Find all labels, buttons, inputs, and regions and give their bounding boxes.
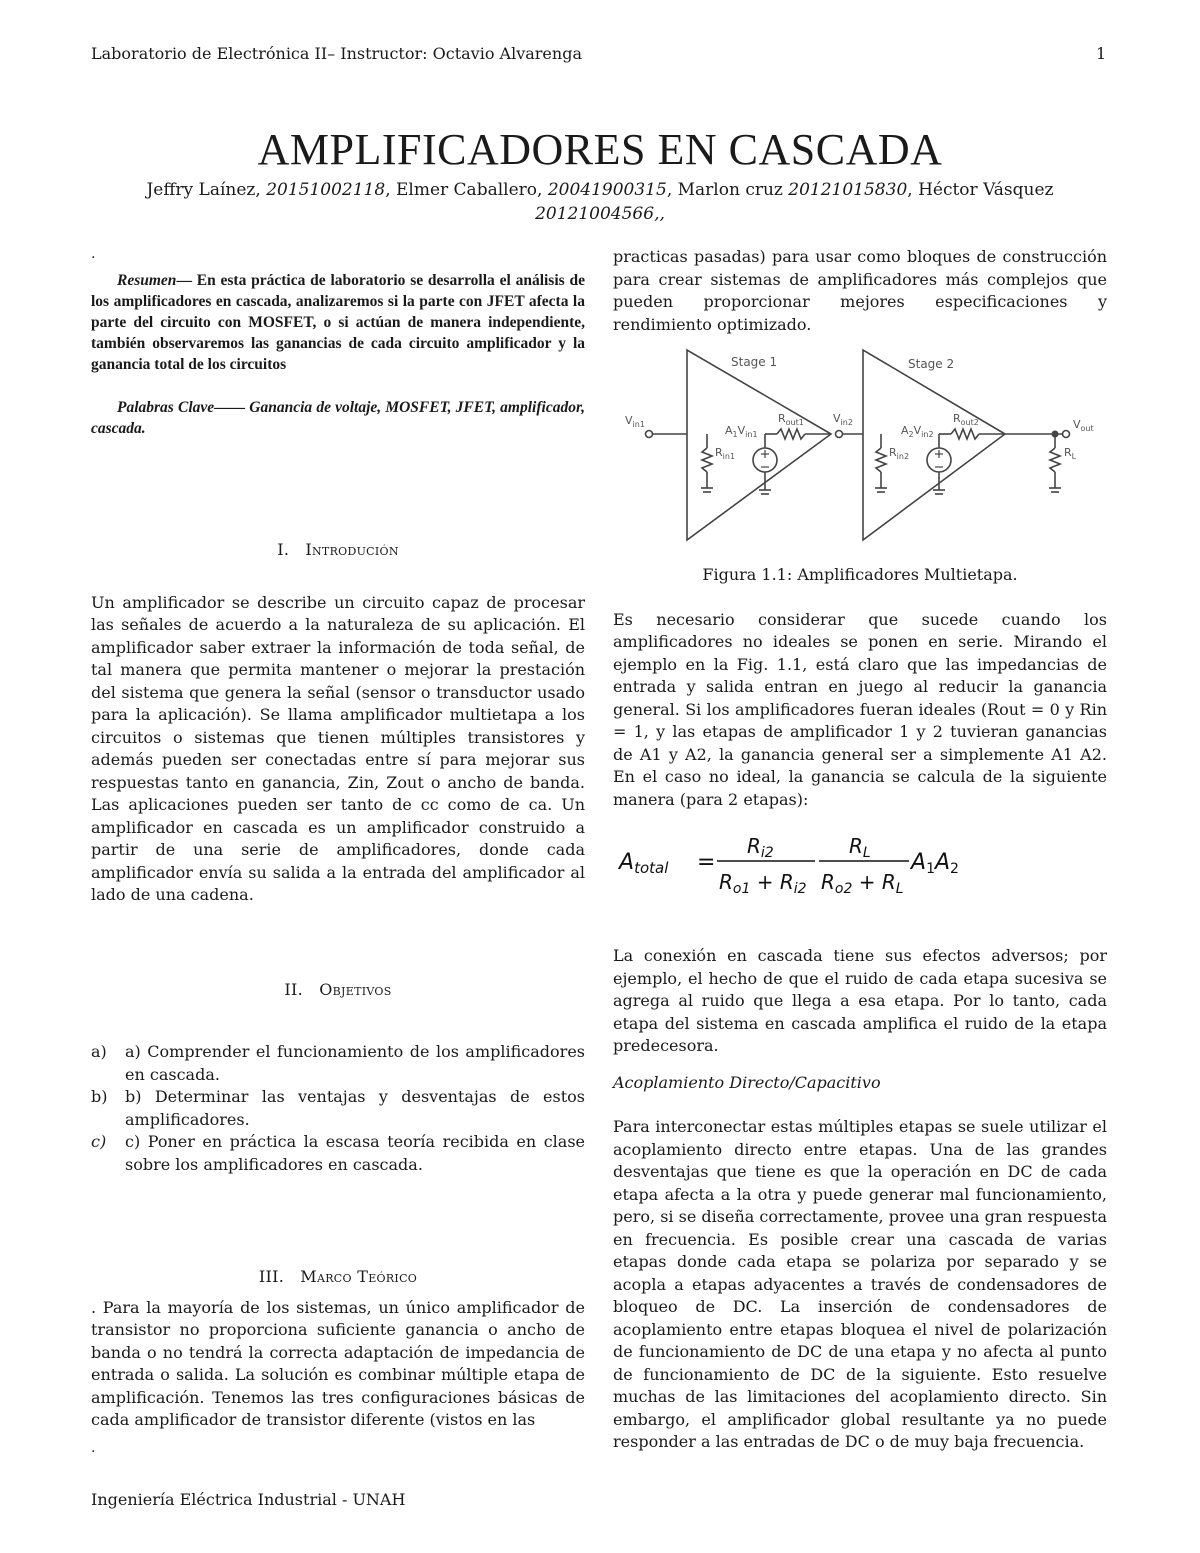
section-number: II. <box>284 979 304 999</box>
figure-caption: Figura 1.1: Amplificadores Multietapa. <box>702 565 1018 584</box>
svg-text:Rout1: $R_{out1}$ <box>778 412 804 427</box>
author-name: , Elmer Caballero, <box>385 180 548 200</box>
section-heading-marco <box>91 1266 585 1289</box>
gain-equation <box>613 817 1107 907</box>
list-item <box>91 1041 585 1086</box>
author-name: Jeffry Laínez, <box>146 180 267 200</box>
keywords: Palabras Clave—— Ganancia de voltaje, MOSFET, JFET, amplificador, cascada. <box>91 399 585 437</box>
svg-text:RL: $R_L$ <box>1064 446 1077 461</box>
svg-text:Ri2: $R_{i2}$ <box>747 834 774 861</box>
svg-text:Rout2: $R_{out2}$ <box>953 412 979 427</box>
svg-text:Vout: $V_{out}$ <box>1073 418 1094 433</box>
list-item-text: c) Poner en práctica la escasa teoría recibida en clase sobre los amplificadores en cascada. <box>125 1132 585 1174</box>
list-marker: a) <box>91 1042 107 1061</box>
list-item-text: b) Determinar las ventajas y desventajas de estos amplificadores. <box>125 1087 585 1129</box>
paper-title: AMPLIFICADORES EN CASCADA <box>257 125 943 174</box>
author-id: 20121004566,, <box>535 204 665 224</box>
list-item-text: a) Comprender el funcionamiento de los amplificadores en cascada. <box>125 1042 585 1084</box>
stage1-label: Stage 1 <box>731 355 778 369</box>
coupling-paragraph: Para interconectar estas múltiples etapas se suele utilizar el acoplamiento directo entre etapas. Una de las grandes desventajas que tiene es que la operación en DC de cada etapa afecta a la otra y puede generar mal funcionamiento, pero, si se diseña correctamente, provee una gran respuesta en frecuencia. Es posible crear una cascada de varias etapas donde cada etapa se polariza por separado y se acopla a etapas adyacentes a través de condensadores de bloqueo de DC. La inserción de condensadores de acoplamiento entre etapas bloquea el nivel de polarización de funcionamiento de DC de una etapa y no afecta al punto de funcionamiento de DC de la siguiente. Esto resuelve muchas de las limitaciones del acoplamiento directo. Sin embargo, el amplificador global resultante ya no puede responder a las entradas de DC o de muy baja frecuencia. <box>613 1117 1107 1451</box>
intro-paragraph: Un amplificador se describe un circuito capaz de procesar las señales de acuerdo a la naturaleza de su aplicación. El amplificador saber extraer la información de toda señal, de tal manera que permita mantener o mejorar la prestación del sistema que genera la señal (sensor o transductor usado para la aplicación). Se llama amplificador multietapa a los circuitos o sistemas que tienen múltiples transistores y además pueden ser conectadas entre sí para mejorar sus respuestas tanto en ganancia, Zin, Zout o ancho de banda. Las aplicaciones pueden ser tanto de cc como de ca. Un amplificador en cascada es un amplificador construido a partir de una serie de amplificadores, donde cada amplificador envía su salida a la entrada del amplificador al lado de una cadena. <box>91 592 585 904</box>
svg-text:Ro2 + RL: $R_{o2} + R_L$ <box>821 870 904 897</box>
svg-text:Atotal: Atotal <box>619 850 669 877</box>
section-title: Objetivos <box>319 979 392 999</box>
svg-text:Ro1 + Ri2: $R_{o1} + R_{i2}$ <box>719 870 807 897</box>
section-number: III. <box>258 1267 285 1286</box>
page-footer: Ingeniería Eléctrica Industrial - UNAH <box>91 1490 406 1509</box>
left-column <box>91 246 585 1432</box>
running-header: Laboratorio de Electrónica II– Instructor: Octavio Alvarenga <box>91 44 582 63</box>
svg-text:Vin2: $V_{in2}$ <box>833 412 853 427</box>
section-title: Introdución <box>305 540 399 559</box>
continued-paragraph: practicas pasadas) para usar como bloques de construcción para crear sistemas de amplificadores más complejos que pueden proporcionar mejores especificaciones y rendimiento optimizado. <box>613 247 1107 334</box>
abstract-text: — En esta práctica de laboratorio se desarrolla el análisis de los amplificadores en cascada, analizaremos si la parte con JFET afecta la parte del circuito con MOSFET, o si actúan de manera independiente, también observaremos las ganancias de cada circuito amplificador y la ganancia total de los circuitos <box>91 272 585 373</box>
list-marker: c) <box>91 1132 107 1151</box>
section-heading-objetivos <box>91 979 585 1002</box>
svg-text:RL: $R_L$ <box>849 834 871 861</box>
stray-dot: . <box>91 1440 96 1456</box>
svg-text:Rin1: $R_{in1}$ <box>715 446 736 461</box>
svg-text:A1A2: A1A2 <box>911 850 959 877</box>
subsection-heading: Acoplamiento Directo/Capacitivo <box>613 1072 881 1092</box>
page-number: 1 <box>1096 44 1107 63</box>
multistage-amplifier-figure <box>613 344 1107 554</box>
noise-paragraph: La conexión en cascada tiene sus efectos adversos; por ejemplo, el hecho de que el ruido de cada etapa sucesiva se agrega al ruido que llega a esa etapa. Por lo tanto, cada etapa del sistema en cascada amplifica el ruido de la etapa predecesora. <box>613 946 1107 1055</box>
section-heading-intro <box>91 539 585 562</box>
section-title: Marco Teórico <box>300 1267 418 1286</box>
svg-text:A1Vin1: $A_1V_{in1}$ <box>725 424 758 439</box>
author-id: 20151002118 <box>266 180 386 200</box>
stage2-label: Stage 2 <box>908 357 955 371</box>
abstract <box>91 270 585 375</box>
list-marker: b) <box>91 1087 108 1106</box>
author-name: , Marlon cruz <box>666 180 789 200</box>
author-list <box>100 178 1100 226</box>
objectives-list <box>91 1041 585 1176</box>
svg-text:Rin2: $R_{in2}$ <box>889 446 910 461</box>
section-number: I. <box>277 540 290 559</box>
stray-dot: . <box>91 246 96 262</box>
right-column <box>613 246 1107 1454</box>
svg-text:=: = <box>697 850 716 875</box>
svg-text:A2Vin2: $A_2V_{in2}$ <box>901 424 934 439</box>
list-item <box>91 1086 585 1131</box>
author-id: 20121015830 <box>788 180 908 200</box>
list-item <box>91 1131 585 1176</box>
svg-text:Vin1: $V_{in1}$ <box>625 414 645 429</box>
author-name: , Héctor Vásquez <box>907 180 1054 200</box>
marco-paragraph: . Para la mayoría de los sistemas, un único amplificador de transistor no proporciona suficiente ganancia o ancho de banda o no tendrá la correcta adaptación de impedancia de entrada o salida. La solución es combinar múltiple etapa de amplificación. Tenemos las tres configuraciones básicas de cada amplificador de transistor diferente (vistos en las <box>91 1297 585 1429</box>
ideal-paragraph: Es necesario considerar que sucede cuando los amplificadores no ideales se ponen en serie. Mirando el ejemplo en la Fig. 1.1, está claro que las impedancias de entrada y salida entran en juego al reducir la ganancia general. Si los amplificadores fueran ideales (Rout = 0 y Rin = 1, y las etapas de amplificador 1 y 2 tuvieran ganancias de A1 y A2, la ganancia general ser a simplemente A1 A2. En el caso no ideal, la ganancia se calcula de la siguiente manera (para 2 etapas): <box>613 609 1107 809</box>
abstract-lead: Resumen <box>117 272 177 289</box>
author-id: 20041900315 <box>547 180 667 200</box>
